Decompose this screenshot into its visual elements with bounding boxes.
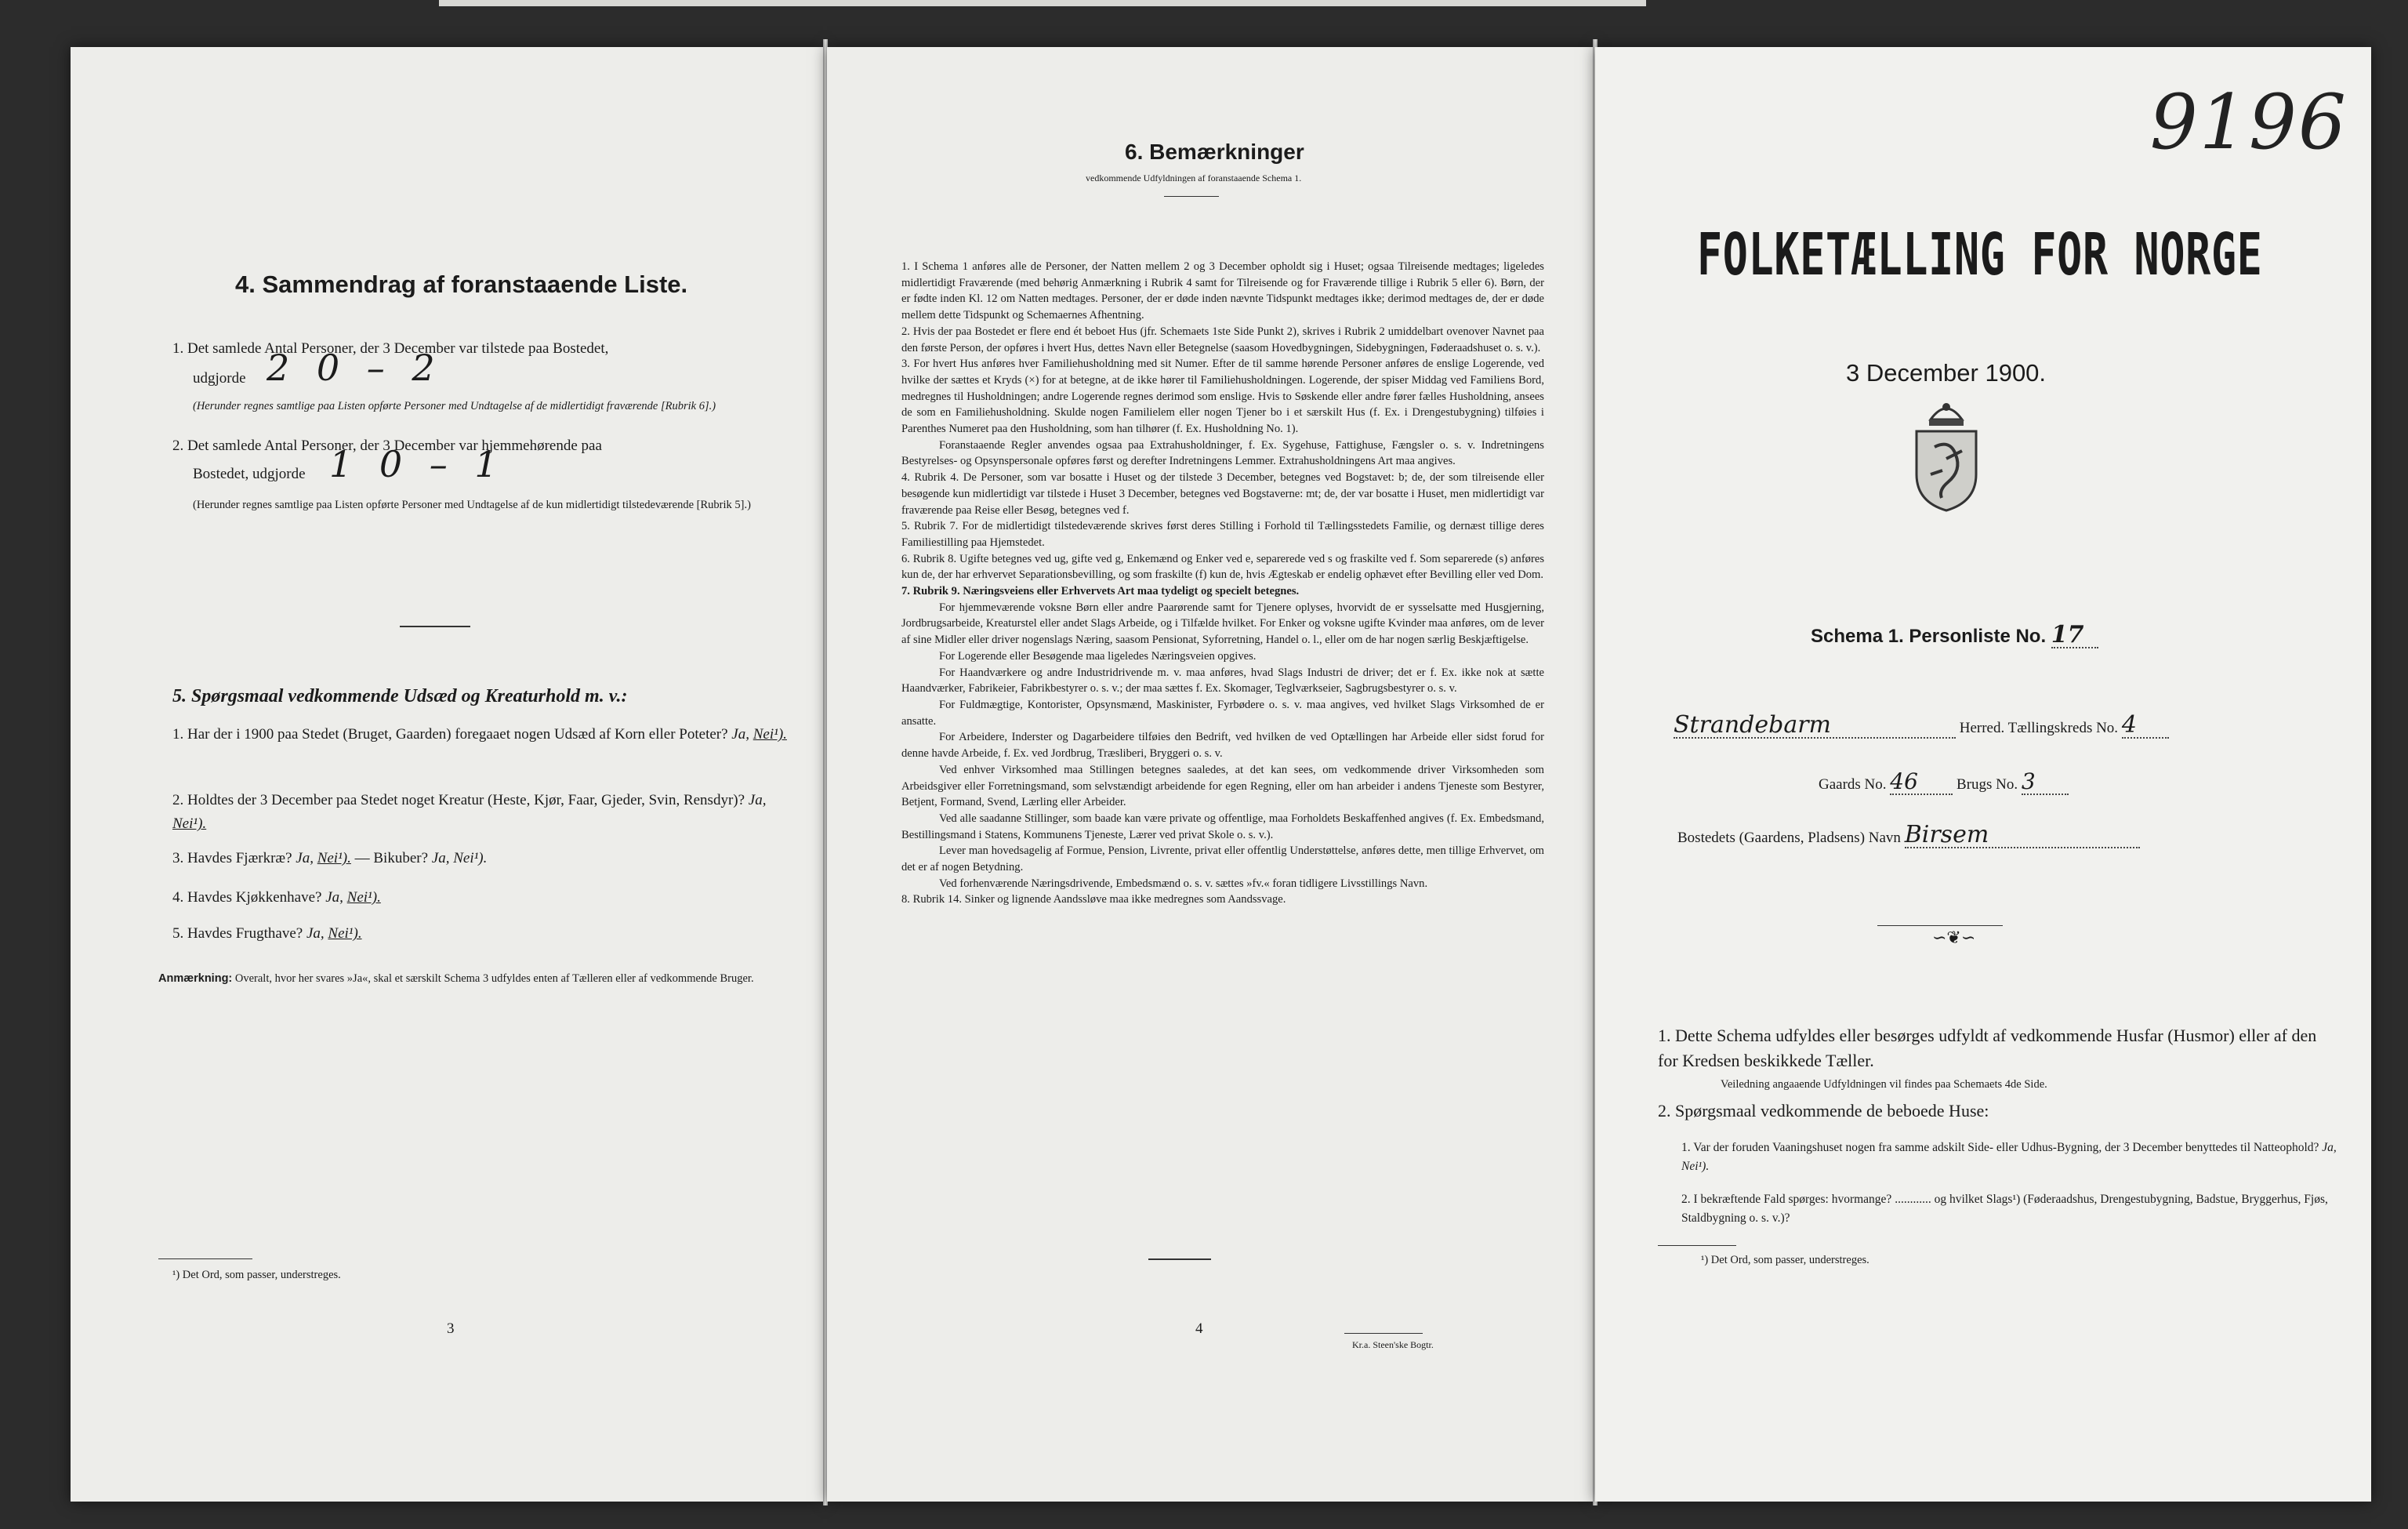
schema-line bbox=[1811, 623, 2098, 648]
note-7-clerks: For Fuldmægtige, Kontorister, Opsynsmænd, Maskinister, Fyrbødere o. s. v. maa angives, ved hvilket Slags Virksomhed de er ansatte. bbox=[901, 698, 1544, 728]
answer-nei: Nei¹). bbox=[317, 850, 351, 866]
top-paper-edge bbox=[439, 0, 1646, 6]
remarks-list bbox=[901, 259, 1544, 908]
note-7-public: Ved alle saadanne Stillinger, som baade kan være private og offentlige, maa Forholdets Beskaffenhed angives (f. Ex. Embedsmand, Bestillingsmand i Statens, Kommunens Tjeneste, Lærer ved privat Skole o. s. v.). bbox=[901, 812, 1544, 841]
item1-line: 1. Det samlede Antal Personer, der 3 December var tilstede paa Bostedet, bbox=[172, 340, 609, 357]
coat-of-arms-icon bbox=[1907, 396, 1986, 514]
archive-number: 9196 bbox=[2149, 78, 2348, 166]
section5-title: 5. Spørgsmaal vedkommende Udsæd og Kreaturhold m. v.: bbox=[172, 686, 628, 706]
remarks-title: 6. Bemærkninger bbox=[1125, 140, 1304, 164]
instruction-1-note: Veiledning angaaende Udfyldningen vil findes paa Schemaets 4de Side. bbox=[1721, 1078, 2047, 1091]
instruction-1: 1. Dette Schema udfyldes eller besørges udfyldt af vedkommende Husfar (Husmor) eller af den for Kredsen beskikkede Tæller. bbox=[1658, 1026, 2317, 1070]
question-3a-text: 3. Havdes Fjærkræ? bbox=[172, 850, 292, 866]
footnote-rule bbox=[1658, 1245, 1736, 1246]
note-7-craftsmen: For Haandværkere og andre Industridrivende m. v. maa anføres, hvad Slags Industri de driver; det er f. Ex. ikke nok at sætte Haandværker, Fabrikeier, Fabrikbestyrer o. s. v.; der maa sættes f. Ex. Skomager, Teglværkseier, Sagbrugsbestyrer o. s. v. bbox=[901, 666, 1544, 695]
note-4: 4. Rubrik 4. De Personer, som var bosatte i Huset og der tilstede 3 December, betegnes ved Bogstavet: b; de, der som tilreisende eller besøgende kun midlertidigt var tilstede i Huset 3 December, betegnes ved Bogstaverne: mt; de, der var bosatte i Huset, men midlertidigt var fraværende paa Reise eller Besøg, betegnes ved f. bbox=[901, 471, 1544, 517]
item1-prefix: udgjorde bbox=[193, 370, 246, 387]
note-7-former: Ved forhenværende Næringsdrivende, Embedsmænd o. s. v. sættes »fv.« foran tidligere Livsstillings Navn. bbox=[939, 877, 1428, 890]
note-7-pension: Lever man hovedsagelig af Formue, Pension, Livrente, privat eller offentlig Understøttelse, anføres dette, men tillige Erhvervet, om det er af nogen Betydning. bbox=[901, 844, 1544, 874]
question-2 bbox=[172, 789, 792, 836]
question-1-text: 1. Har der i 1900 paa Stedet (Bruget, Gaarden) foregaaet nogen Udsæd af Korn eller Poteter? bbox=[172, 726, 728, 743]
herred-label: Herred. bbox=[1959, 720, 2005, 736]
note-7-children: For hjemmeværende voksne Børn eller andre Paarørende samt for Tjenere oplyses, hvorvidt de er sysselsatte med Husgjerning, Jordbrugsarbeide, Kreaturstel eller andet Slags Arbeide, og i Tilfælde hvilket. For Enker og voksne ugifte Kvinder maa anføres, om de lever af sine Midler eller driver nogenslags Næring, saasom Pensionat, Syforretning, Handel o. l., eller om de har nogen særlig Beskjæftigelse. bbox=[901, 601, 1544, 647]
herred-value: Strandebarm bbox=[1674, 714, 1956, 739]
answer-nei: Nei¹). bbox=[453, 850, 488, 866]
annotation-text: Overalt, hvor her svares »Ja«, skal et særskilt Schema 3 udfyldes enten af Tælleren eller af vedkommende Bruger. bbox=[234, 972, 754, 985]
note-8: 8. Rubrik 14. Sinker og lignende Aandssløve maa ikke medregnes som Aandssvage. bbox=[901, 893, 1286, 906]
footnote: ¹) Det Ord, som passer, understreges. bbox=[172, 1269, 341, 1281]
question-5 bbox=[172, 922, 362, 946]
title-rule bbox=[1164, 196, 1219, 197]
answer-nei: Nei¹). bbox=[346, 889, 381, 906]
instruction-2: 2. Spørgsmaal vedkommende de beboede Huse: bbox=[1658, 1101, 1989, 1120]
answer-ja: Ja, bbox=[431, 850, 450, 866]
ornament-icon: ∽❦∽ bbox=[1932, 928, 1976, 947]
item2-note: (Herunder regnes samtlige paa Listen opførte Personer med Undtagelse af de kun midlertidigt tilstedeværende [Rubrik 5].) bbox=[193, 499, 751, 511]
printer-mark: Kr.a. Steen'ske Bogtr. bbox=[1352, 1339, 1434, 1350]
page-number: 4 bbox=[1195, 1320, 1203, 1337]
section4-title: 4. Sammendrag af foranstaaende Liste. bbox=[235, 271, 688, 298]
item2-value: 1 0 – 1 bbox=[329, 443, 506, 485]
brugs-label: Brugs No. bbox=[1956, 776, 2018, 793]
note-7-position: Ved enhver Virksomhed maa Stillingen betegnes saaledes, at det kan sees, om vedkommende driver Virksomheden som Arbeidsgiver eller Forretningsmand, som selvstændigt arbeidende for egen Regning, eller om han arbeider i andens Tjeneste som Bestyrer, Betjent, Formand, Svend, Lærling eller Arbeider. bbox=[901, 763, 1544, 809]
instruction-2-q1-text: 1. Var der foruden Vaaningshuset nogen fra samme adskilt Side- eller Udhus-Bygning, der 3 December benyttedes til Natteophold? bbox=[1681, 1141, 2319, 1154]
bosted-label: Bostedets (Gaardens, Pladsens) Navn bbox=[1677, 830, 1901, 846]
census-title: FOLKETÆLLING FOR NORGE bbox=[1697, 221, 2263, 289]
page-number: 3 bbox=[447, 1320, 455, 1337]
printer-rule bbox=[1344, 1333, 1423, 1334]
item1-note: (Herunder regnes samtlige paa Listen opførte Personer med Undtagelse af de midlertidigt fraværende [Rubrik 6].) bbox=[193, 400, 716, 412]
bosted-line bbox=[1677, 823, 2140, 850]
krets-label: Tællingskreds No. bbox=[2007, 720, 2119, 736]
answer-nei: Nei¹). bbox=[752, 726, 787, 743]
schema-label: Schema 1. Personliste No. bbox=[1811, 626, 2047, 647]
instruction-2-q1-answer: Ja, Nei¹). bbox=[1681, 1141, 2337, 1173]
answer-ja: Ja, bbox=[325, 889, 343, 906]
answer-nei: Nei¹). bbox=[328, 925, 362, 942]
remarks-subtitle: vedkommende Udfyldningen af foranstaaende Schema 1. bbox=[1086, 173, 1302, 183]
brugs-value: 3 bbox=[2022, 770, 2069, 795]
question-5-text: 5. Havdes Frugthave? bbox=[172, 925, 303, 942]
answer-ja: Ja, bbox=[731, 726, 749, 743]
note-6: 6. Rubrik 8. Ugifte betegnes ved ug, gifte ved g, Enkemænd og Enker ved e, separerede ved s og fraskilte ved f. Som separerede (s) anføres kun de, der har erhvervet Separationsbevilling, og som fraskilte (f) kun de, hvis Ægteskab er endelig ophævet efter Bevilling eller ved Dom. bbox=[901, 552, 1544, 582]
bosted-value: Birsem bbox=[1905, 823, 2140, 848]
item1-value: 2 0 – 2 bbox=[267, 347, 443, 389]
item2-line: 2. Det samlede Antal Personer, der 3 December var hjemmehørende paa bbox=[172, 438, 602, 454]
annotation bbox=[158, 971, 785, 987]
note-5: 5. Rubrik 7. For de midlertidigt tilstedeværende skrives først deres Stilling i Forhold til Tællingsstedets Familie, og dernæst tillige deres Familiestilling paa Hjemstedet. bbox=[901, 520, 1544, 549]
gaards-label: Gaards No. bbox=[1819, 776, 1887, 793]
answer-ja: Ja, bbox=[748, 792, 767, 808]
note-7-workers: For Arbeidere, Inderster og Dagarbeidere tilføies den Bedrift, ved hvilken de ved Optællingen har Arbeide eller sidst forud for denne havde Arbeide, f. Ex. ved Jordbrug, Træsliberi, Bryggeri o. s. v. bbox=[901, 731, 1544, 761]
answer-ja: Ja, bbox=[296, 850, 314, 866]
question-3 bbox=[172, 847, 487, 870]
schema-number: 17 bbox=[2051, 623, 2098, 648]
note-3-cont: Foranstaaende Regler anvendes ogsaa paa Extrahusholdninger, f. Ex. Sygehuse, Fattighuse, Fængsler o. s. v. Indretningens Bestyrelses- og Opsynspersonale opføres først og derefter Indretningens Lemmer. Extrahusholdningens Art maa angives. bbox=[901, 438, 1544, 468]
footnote-rule bbox=[158, 1258, 252, 1259]
note-7: 7. Rubrik 9. Næringsveiens eller Erhvervets Art maa tydeligt og specielt betegnes. bbox=[901, 585, 1300, 598]
answer-ja: Ja, bbox=[306, 925, 325, 942]
question-4-text: 4. Havdes Kjøkkenhave? bbox=[172, 889, 322, 906]
divider bbox=[1148, 1258, 1211, 1260]
note-1: 1. I Schema 1 anføres alle de Personer, der Natten mellem 2 og 3 December opholdt sig i Huset; ogsaa Tilreisende medtages; ligeledes midlertidigt Fraværende (med behørig Anmærkning i Rubrik 4 samt for Tilreisende og for Fraværende tillige i Rubrik 5 eller 6). Børn, der er fødte inden Kl. 12 om Natten medtages. Personer, der er døde inden nævnte Tidspunkt medtages ikke; derimod medtages de, der er døde mellem dette Tidspunkt og Schemaernes Afhentning. bbox=[901, 260, 1544, 322]
gaards-line bbox=[1819, 770, 2069, 797]
right-page bbox=[1595, 47, 2371, 1502]
census-date: 3 December 1900. bbox=[1846, 359, 2047, 387]
left-page bbox=[71, 47, 823, 1502]
note-2: 2. Hvis der paa Bostedet er flere end ét beboet Hus (jfr. Schemaets 1ste Side Punkt 2), skrives i Rubrik 2 umiddelbart ovenover Navnet paa den første Person, der opføres i hvert Hus, dettes Navn eller Betegnelse (saasom Hovedbygningen, Sidebygningen, Føderaadshuset o. s. v.). bbox=[901, 325, 1544, 354]
middle-page bbox=[827, 47, 1595, 1502]
herred-line bbox=[1674, 711, 2348, 740]
note-3: 3. For hvert Hus anføres hver Familiehusholdning med sit Numer. Efter de til samme hørende Personer anføres de enslige Logerende, ved hvilke der sættes et Kryds (×) for at betegne, at de ikke hører til Familiehusholdningen. Logerende, der spiser Middag ved Familiens Bord, medregnes til Husholdningen; andre Logerende regnes derimod som enslige. Hvis to Søskende eller andre fører fælles Husholdning, ansees de som en Familiehusholdning. Skulde nogen Familielem eller nogen Tjener bo i et særskilt Hus (f. Ex. i Drengestubygning) tilføies i Parenthes Numeret paa den Husholdning, som han tilhører (f. Ex. Husholdning No. 1). bbox=[901, 358, 1544, 436]
krets-value: 4 bbox=[2122, 714, 2169, 739]
question-2-text: 2. Holdtes der 3 December paa Stedet noget Kreatur (Heste, Kjør, Faar, Gjeder, Svin, Rensdyr)? bbox=[172, 792, 745, 808]
item2-prefix: Bostedet, udgjorde bbox=[193, 466, 306, 482]
note-7-lodgers: For Logerende eller Besøgende maa ligeledes Næringsveien opgives. bbox=[939, 649, 1257, 663]
question-1 bbox=[172, 723, 792, 746]
instruction-2-q2: 2. I bekræftende Fald spørges: hvormange? ............ og hvilket Slags¹) (Føderaadshus, Drengestubygning, Badstue, Bryggerhus, Fjøs, Staldbygning o. s. v.)? bbox=[1681, 1193, 2328, 1225]
instruction-2-q1 bbox=[1681, 1139, 2355, 1176]
annotation-label: Anmærkning: bbox=[158, 972, 233, 985]
divider bbox=[1877, 925, 2003, 926]
answer-nei: Nei¹). bbox=[172, 815, 207, 832]
footnote: ¹) Det Ord, som passer, understreges. bbox=[1701, 1254, 1869, 1266]
question-3b-text: — Bikuber? bbox=[354, 850, 429, 866]
question-4 bbox=[172, 886, 381, 910]
gaards-value: 46 bbox=[1890, 770, 1953, 795]
divider bbox=[400, 626, 470, 627]
